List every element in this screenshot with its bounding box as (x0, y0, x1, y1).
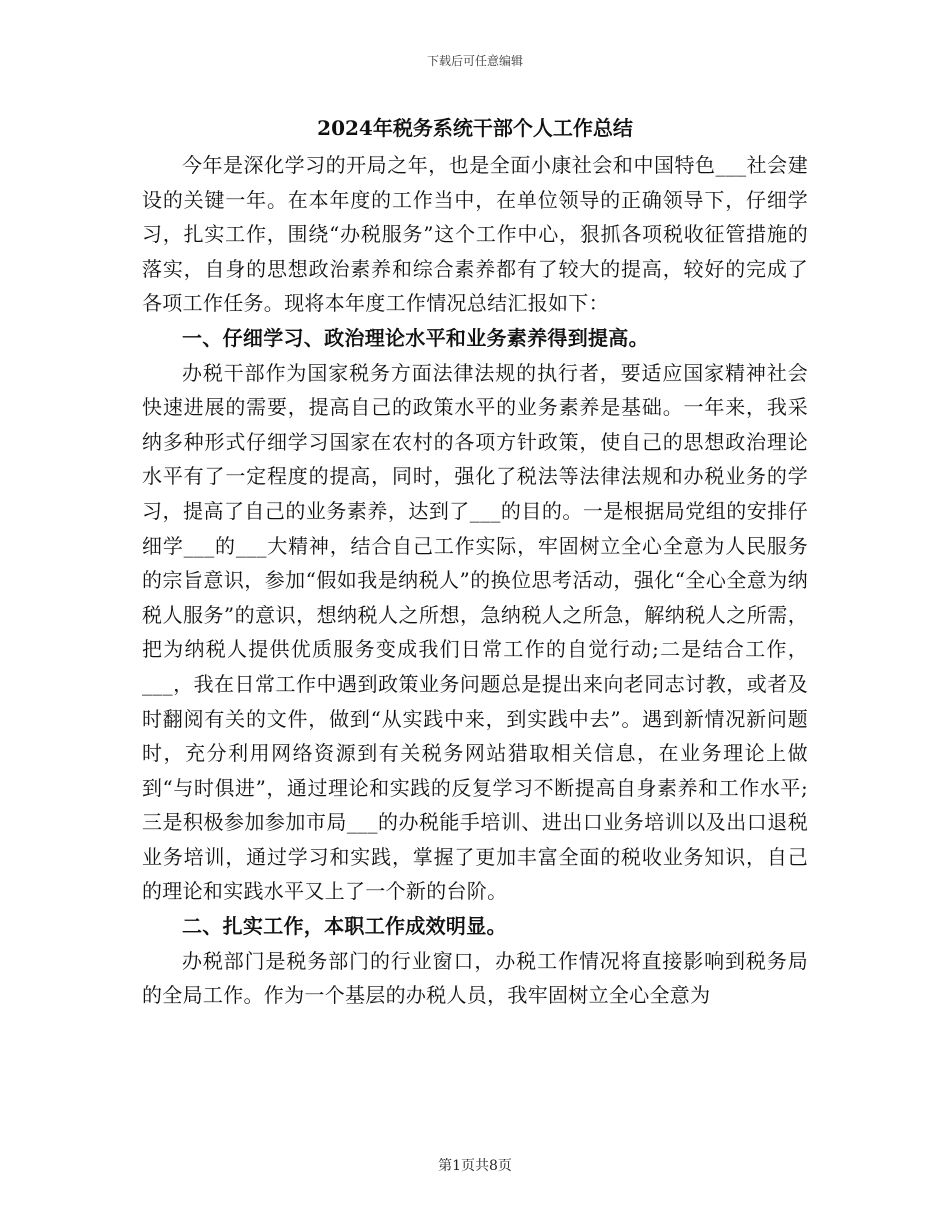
paragraph-intro: 今年是深化学习的开局之年，也是全面小康社会和中国特色___社会建设的关键一年。在本年度的工作当中，在单位领导的正确领导下，仔细学习，扎实工作，围绕“办税服务”这个工作中心，狠抓各项税收征管措施的落实，自身的思想政治素养和综合素养都有了较大的提高，较好的完成了各项工作任务。现将本年度工作情况总结汇报如下： (142, 153, 808, 316)
section-heading-2: 二、扎实工作，本职工作成效明显。 (182, 914, 507, 939)
section-heading-1: 一、仔细学习、政治理论水平和业务素养得到提高。 (182, 325, 649, 350)
page-header: 下载后可任意编辑 (426, 54, 523, 68)
paragraph-section-1: 办税干部作为国家税务方面法律法规的执行者，要适应国家精神社会快速进展的需要，提高自己的政策水平的业务素养是基础。一年来，我采纳多种形式仔细学习国家在农村的各项方针政策，使自己的思想政治理论水平有了一定程度的提高，同时，强化了税法等法律法规和办税业务的学习，提高了自己的业务素养，达到了___的目的。一是根据局党组的安排仔细学___的___大精神，结合自己工作实际，牢固树立全心全意为人民服务的宗旨意识，参加“假如我是纳税人”的换位思考活动，强化“全心全意为纳税人服务”的意识，想纳税人之所想，急纳税人之所急，解纳税人之所需，把为纳税人提供优质服务变成我们日常工作的自觉行动;二是结合工作，___，我在日常工作中遇到政策业务问题总是提出来向老同志讨教，或者及时翻阅有关的文件，做到“从实践中来，到实践中去”。遇到新情况新问题时，充分利用网络资源到有关税务网站猎取相关信息，在业务理论上做到“与时俱进”，通过理论和实践的反复学习不断提高自身素养和工作水平;三是积极参加参加市局___的办税能手培训、进出口业务培训以及出口退税业务培训，通过学习和实践，掌握了更加丰富全面的税收业务知识，自己的理论和实践水平又上了一个新的台阶。 (142, 360, 808, 904)
paragraph-section-2: 办税部门是税务部门的行业窗口，办税工作情况将直接影响到税务局的全局工作。作为一个基层的办税人员，我牢固树立全心全意为 (142, 948, 808, 1008)
document-body (142, 108, 808, 1013)
document-title: 2024年税务系统干部个人工作总结 (317, 116, 633, 140)
page-footer: 第1页共8页 (438, 1158, 512, 1174)
